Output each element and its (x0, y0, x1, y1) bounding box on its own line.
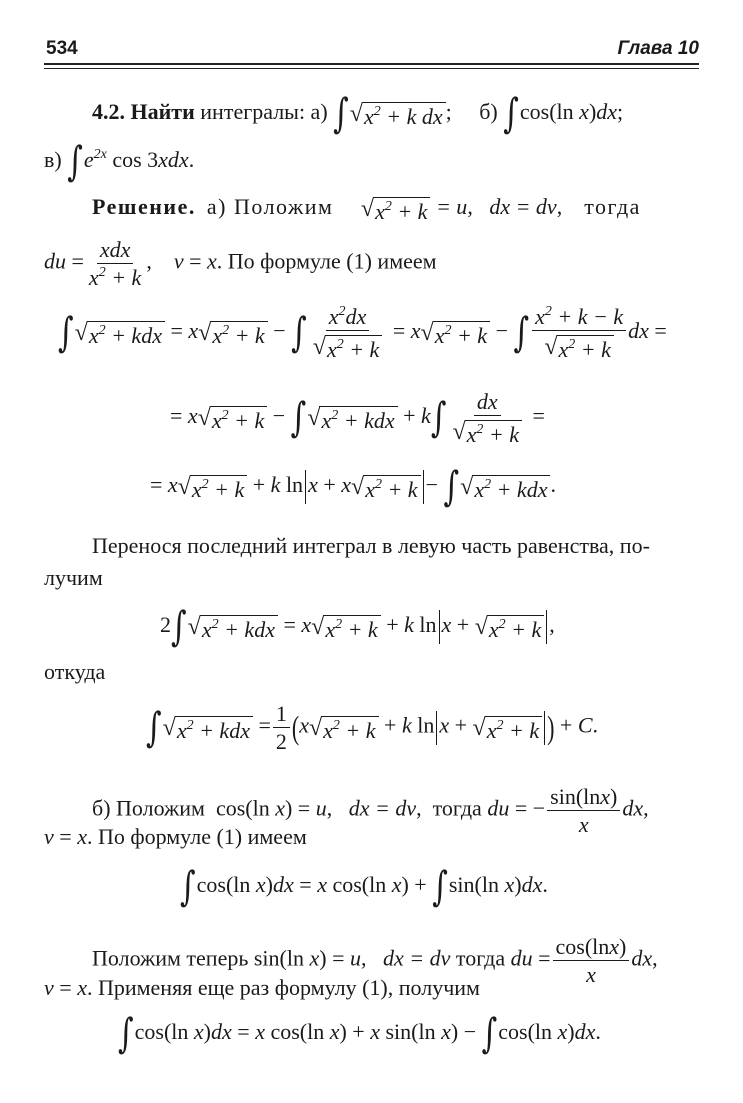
text-get: лучим (44, 565, 103, 590)
solution-b-intro: б) Положим cos(ln x) = u, dx = dv, тогда du = − $\frac{\sin(\ln x)}{x}$ dx, (92, 784, 649, 838)
problem-number: 4.2. (92, 99, 125, 124)
solution-a-intro: Решение. а) Положим √ $x^2 + k$ = u, dx = dv, тогда (92, 194, 641, 224)
label-c: в) (44, 147, 62, 172)
equation-3: = x √ $x^2 + k$ + k ln x + x √ $x^2 + k$ − ∫ √ $x^2$ + kdx . (150, 463, 556, 511)
problem-part-c: в) $\int e^{2x}$ cos 3xdx. (44, 138, 195, 186)
page-number: 534 (46, 38, 78, 59)
equation-5: ∫ √ $x^2$ + kdx = $\frac{1}{2}$ (x √ $x^2 + k$ + k ln x + √ $x^2 + k$ ) + C. (146, 701, 599, 755)
chapter-title: Глава 10 (617, 38, 699, 59)
header-rule-thin (44, 68, 699, 69)
solution-label: Решение. (92, 194, 196, 219)
text-whence: откуда (44, 659, 106, 684)
equation-7: ∫cos(ln x)dx = x cos(ln x) + x sin(ln x) − ∫cos(ln x)dx. (118, 1010, 601, 1058)
du-definition: du = $\frac{\text{xdx}}{x^2 + k}$ , v = x. По формуле (1) имеем (44, 237, 437, 291)
label-b: б) (479, 99, 498, 124)
equation-6: ∫cos(ln x)dx = x cos(ln x) + ∫sin(ln x)dx. (180, 863, 548, 911)
problem-verb: Найти (130, 99, 195, 124)
equation-1: ∫ √ $x^2$ + kdx = x √ $x^2 + k$ − ∫ $x^2dx$ √ $x^2 + k$ = x √ $x^2 + k$ − ∫ $x^2 + k - k$ √ $x^2 + k$ dx = (58, 304, 667, 363)
equation-4: 2∫ √ $x^2$ + kdx = x √ $x^2 + k$ + k ln x + √ $x^2 + k$ , (160, 603, 555, 651)
solution-b-step2: Положим теперь sin(ln x) = u, dx = dv тогда du = $\frac{\cos(\ln x)}{x}$ dx, (92, 934, 658, 988)
v-definition-b: v = x. По формуле (1) имеем (44, 824, 307, 849)
text-transfer: Перенося последний интеграл в левую часть равенства, по- (92, 533, 650, 558)
equation-2: = x √ $x^2 + k$ − ∫ √ $x^2$ + kdx + k∫ dx √ $x^2 + k$ = (170, 389, 545, 448)
header-rule (44, 63, 699, 65)
problem-text: интегралы: а) (200, 99, 328, 124)
v-definition-b2: v = x. Применяя еще раз формулу (1), получим (44, 975, 480, 1000)
problem-statement: 4.2. Найти интегралы: а) ∫ √ $x^2 + k$ dx ; б) ∫cos(ln x)dx; (92, 90, 624, 138)
